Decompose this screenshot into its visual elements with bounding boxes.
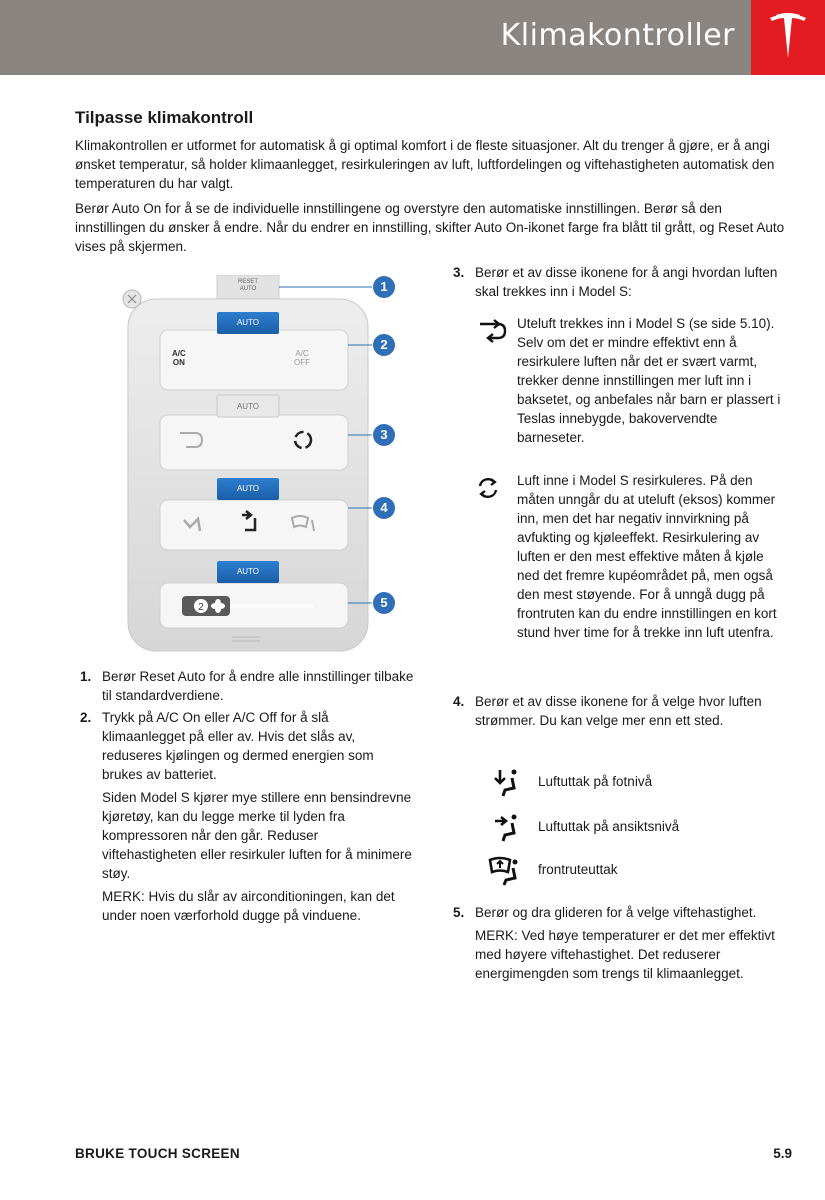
reset-auto-label[interactable]	[217, 279, 279, 293]
list-item-2	[80, 708, 415, 925]
windshield-vent-icon	[488, 856, 522, 886]
outside-air-description: Uteluft trekkes inn i Model S (se side 5.10). Selv om det er mindre effektivt enn å resirkulere luften når det er svært varmt, trekker denne innstillingen mer luft inn i baksetet, og anbefales når barn er plassert i Teslas innebygde, bakovervendte barneseter.	[517, 316, 781, 445]
list-item-text: Berør Reset Auto for å endre alle innstillinger tilbake til standardverdiene.	[102, 669, 414, 703]
recirculate-icon	[476, 476, 500, 500]
footer-chapter: BRUKE TOUCH SCREEN	[75, 1146, 240, 1161]
svg-text:2: 2	[198, 602, 204, 613]
page-title: Klimakontroller	[500, 18, 735, 53]
list-item-text: Trykk på A/C On eller A/C Off for å slå klimaanlegget på eller av. Hvis det slås av, reduseres kjølingen og dermed energien som brukes av batteriet.	[102, 710, 374, 782]
auto-button-recirc[interactable]: AUTO	[236, 402, 260, 411]
list-item-text: Berør og dra glideren for å velge viftehastighet.	[475, 905, 757, 920]
list-item-3	[453, 263, 793, 301]
foot-vent-icon	[493, 768, 521, 798]
foot-vent-label: Luftuttak på fotnivå	[538, 774, 653, 789]
callout-5: 5	[373, 592, 395, 614]
list-item-text: Berør et av disse ikonene for å angi hvordan luften skal trekkes inn i Model S:	[475, 265, 778, 299]
tesla-logo-icon	[768, 12, 808, 62]
list-item-4	[453, 692, 793, 730]
callout-1: 1	[373, 276, 395, 298]
list-item-text: Berør et av disse ikonene for å velge hvor luften strømmer. Du kan velge mer enn ett sted.	[475, 694, 762, 728]
recirculate-description: Luft inne i Model S resirkuleres. På den måten unngår du at uteluft (eksos) kommer inn, men det har negativ innvirkning på avfukting og kjøleeffekt. Resirkulering av luften er den mest effektive måten å kjøle ned det fremre kupéområdet på, men også den mest støyende. For å unngå dugg på frontruten kan du endre innstillingen en kort stund hver time for å trekke inn luft utenfra.	[517, 473, 777, 640]
callout-4: 4	[373, 497, 395, 519]
list-number: 3.	[453, 265, 465, 280]
tesla-logo-box	[751, 0, 825, 75]
ac-on-line2: ON	[172, 358, 185, 367]
windshield-vent-label: frontruteuttak	[538, 862, 618, 877]
climate-panel-figure	[120, 275, 420, 660]
auto-button-vents[interactable]: AUTO	[236, 484, 260, 493]
reset-label-line1: RESET	[237, 279, 258, 285]
list-item-1	[80, 667, 415, 705]
list-item-subtext: Siden Model S kjører mye stillere enn bensindrevne kjøretøy, kan du legge merke til lyden fra kompressoren når den går. Reduser viftehastigheten eller resirkuler luften for å minimere støy.	[102, 790, 412, 881]
auto-button-fan[interactable]: AUTO	[236, 567, 260, 576]
ac-off-line2: OFF	[294, 358, 310, 367]
reset-label-line2: AUTO	[239, 286, 257, 292]
ac-off-button[interactable]	[294, 349, 310, 367]
list-item-5	[453, 903, 793, 983]
callout-3: 3	[373, 424, 395, 446]
list-number: 5.	[453, 905, 465, 920]
face-vent-label: Luftuttak på ansiktsnivå	[538, 819, 680, 834]
section-heading: Tilpasse klimakontroll	[75, 108, 254, 127]
list-item-note: MERK: Ved høye temperaturer er det mer effektivt med høyere viftehastighet. Det reduserer energimengden som trengs til klimaanlegget.	[475, 928, 775, 981]
list-number: 1.	[80, 669, 92, 684]
footer-page-number: 5.9	[773, 1146, 792, 1161]
face-vent-icon	[493, 813, 521, 843]
ac-off-line1: A/C	[295, 349, 309, 358]
intro-paragraph: Klimakontrollen er utformet for automatisk å gi optimal komfort i de fleste situasjoner. Alt du trenger å gjøre, er å angi ønsket temperatur, så holder klimaanlegget, resirkuleringen av luft, luftfordelingen og viftehastigheten automatisk den temperaturen du har valgt.	[75, 138, 775, 191]
list-item-note: MERK: Hvis du slår av airconditioningen, kan det under noen værforhold dugge på vinduene.	[102, 889, 395, 923]
ac-on-line1: A/C	[172, 349, 186, 358]
callout-2: 2	[373, 334, 395, 356]
outside-air-icon	[478, 318, 508, 344]
list-number: 2.	[80, 710, 92, 725]
ac-on-button[interactable]	[172, 349, 186, 367]
list-number: 4.	[453, 694, 465, 709]
auto-button-ac[interactable]: AUTO	[236, 318, 260, 327]
auto-paragraph: Berør Auto On for å se de individuelle innstillingene og overstyre den automatiske innstillingen. Berør så den innstillingen du ønsker å endre. Når du endrer en innstilling, skifter Auto On-ikonet farge fra blått til grått, og Reset Auto vises på skjermen.	[75, 201, 785, 254]
